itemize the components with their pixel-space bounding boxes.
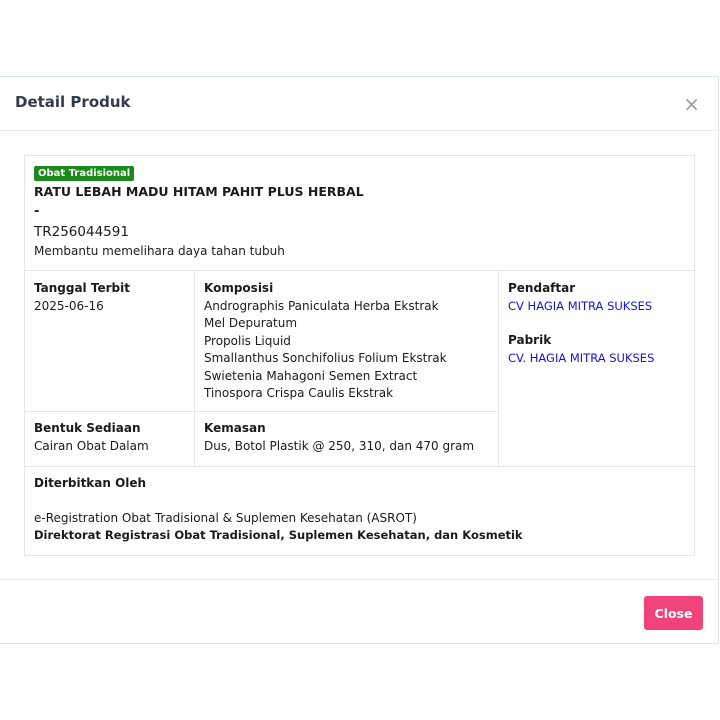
dosage-form-value: Cairan Obat Dalam <box>34 438 149 453</box>
composition-label: Komposisi <box>204 281 274 295</box>
composition-item: Smallanthus Sonchifolius Folium Ekstrak <box>204 351 447 365</box>
composition-item: Tinospora Crispa Caulis Ekstrak <box>204 386 394 400</box>
category-badge: Obat Tradisional <box>34 166 134 181</box>
close-button[interactable]: Close <box>644 596 703 630</box>
packaging-label: Kemasan <box>204 421 266 435</box>
publisher-directorate: Direktorat Registrasi Obat Tradisional, Suplemen Kesehatan, dan Kosmetik <box>34 528 523 542</box>
composition-item: Swietenia Mahagoni Semen Extract <box>204 368 418 383</box>
packaging-cell <box>195 412 499 467</box>
manufacturer-label: Pabrik <box>508 333 552 347</box>
registrant-cell <box>499 271 694 467</box>
dosage-form-label: Bentuk Sediaan <box>34 421 141 435</box>
publisher-label: Diterbitkan Oleh <box>34 476 147 490</box>
product-subtitle: - <box>34 204 40 219</box>
composition-item: Mel Depuratum <box>204 316 298 330</box>
issue-date-value: 2025-06-16 <box>34 298 104 313</box>
manufacturer-link[interactable]: CV. HAGIA MITRA SUKSES <box>508 350 655 365</box>
product-detail-modal <box>0 76 719 644</box>
publisher-section <box>25 466 694 555</box>
composition-cell <box>195 271 499 412</box>
publisher-system: e-Registration Obat Tradisional & Suplemen Kesehatan (ASROT) <box>34 511 417 525</box>
issue-date-cell <box>25 271 195 412</box>
close-icon[interactable]: × <box>683 92 700 116</box>
composition-item: Propolis Liquid <box>204 333 291 348</box>
modal-header <box>0 77 718 131</box>
product-card <box>24 155 695 556</box>
product-summary <box>25 156 694 271</box>
packaging-value: Dus, Botol Plastik @ 250, 310, dan 470 gram <box>204 438 475 453</box>
registrant-label: Pendaftar <box>508 281 576 295</box>
dosage-form-cell <box>25 412 195 467</box>
registrant-link[interactable]: CV HAGIA MITRA SUKSES <box>508 298 653 313</box>
product-claim: Membantu memelihara daya tahan tubuh <box>34 244 285 258</box>
composition-item: Andrographis Paniculata Herba Ekstrak <box>204 298 439 313</box>
issue-date-label: Tanggal Terbit <box>34 281 130 295</box>
modal-title: Detail Produk <box>15 93 131 111</box>
product-name: RATU LEBAH MADU HITAM PAHIT PLUS HERBAL <box>34 184 364 199</box>
modal-footer <box>0 579 718 645</box>
registration-number: TR256044591 <box>34 224 129 240</box>
